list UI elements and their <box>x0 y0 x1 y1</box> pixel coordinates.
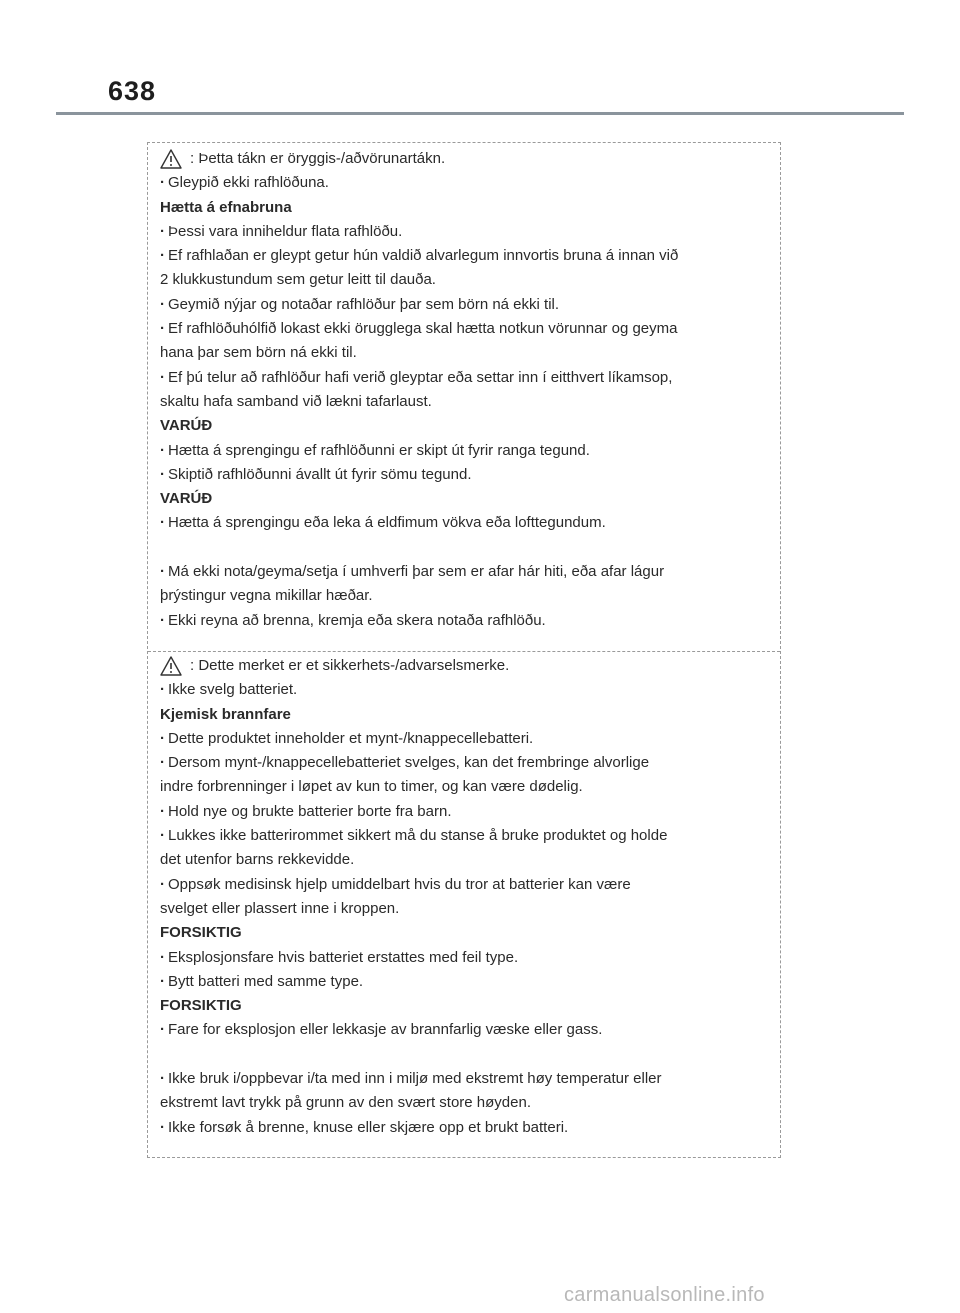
text-line: · Dersom mynt-/knappecellebatteriet svelges, kan det frembringe alvorlige <box>160 751 770 775</box>
text-line: · Ef rafhlaðan er gleypt getur hún valdið alvarlegum innvortis bruna á innan við <box>160 244 770 268</box>
text-line: · Ef rafhlöðuhólfið lokast ekki örugglega skal hætta notkun vörunnar og geyma <box>160 317 770 341</box>
text-line: · Hætta á sprengingu eða leka á eldfimum vökva eða lofttegundum. <box>160 511 770 535</box>
text-line: · Lukkes ikke batterirommet sikkert må du stanse å bruke produktet og holde <box>160 824 770 848</box>
text-line: · Fare for eksplosjon eller lekkasje av brannfarlig væske eller gass. <box>160 1018 770 1042</box>
warning-triangle-icon <box>160 656 182 676</box>
text-line: · Eksplosjonsfare hvis batteriet erstattes med feil type. <box>160 946 770 970</box>
text-line: ekstremt lavt trykk på grunn av den svært store høyden. <box>160 1094 531 1112</box>
battery-warning-box <box>147 142 781 1158</box>
icelandic-symbol-line <box>160 147 770 171</box>
text-line: · Bytt batteri med samme type. <box>160 970 770 994</box>
text-line: hana þar sem börn ná ekki til. <box>160 344 357 362</box>
warning-heading: FORSIKTIG <box>160 997 242 1015</box>
blank-line <box>160 1043 770 1067</box>
text-line: · Gleypið ekki rafhlöðuna. <box>160 171 770 195</box>
text-line: · Hold nye og brukte batterier borte fra barn. <box>160 800 770 824</box>
text-line: · Skiptið rafhlöðunni ávallt út fyrir sömu tegund. <box>160 463 770 487</box>
text-line: · Dette produktet inneholder et mynt-/knappecellebatteri. <box>160 727 770 751</box>
norwegian-lines <box>160 678 770 1140</box>
text-line: · Geymið nýjar og notaðar rafhlöður þar sem börn ná ekki til. <box>160 293 770 317</box>
icelandic-symbol-text: : Þetta tákn er öryggis-/aðvörunartákn. <box>190 150 446 167</box>
warning-heading: VARÚÐ <box>160 490 213 508</box>
text-line: · Ikke forsøk å brenne, knuse eller skjære opp et brukt batteri. <box>160 1116 770 1140</box>
icelandic-section <box>148 147 780 633</box>
text-line: · Þessi vara inniheldur flata rafhlöðu. <box>160 220 770 244</box>
text-line: þrýstingur vegna mikillar hæðar. <box>160 587 373 605</box>
text-line: det utenfor barns rekkevidde. <box>160 851 355 869</box>
text-line: · Hætta á sprengingu ef rafhlöðunni er skipt út fyrir ranga tegund. <box>160 439 770 463</box>
text-line: skaltu hafa samband við lækni tafarlaust. <box>160 392 432 410</box>
text-line: indre forbrenninger i løpet av kun to timer, og kan være dødelig. <box>160 778 583 796</box>
warning-heading: Kjemisk brannfare <box>160 705 291 723</box>
text-line: · Ikke bruk i/oppbevar i/ta med inn i miljø med ekstremt høy temperatur eller <box>160 1067 770 1091</box>
warning-triangle-icon <box>160 149 182 169</box>
icelandic-lines <box>160 171 770 633</box>
text-line: · Má ekki nota/geyma/setja í umhverfi þar sem er afar hár hiti, eða afar lágur <box>160 560 770 584</box>
text-line: · Ef þú telur að rafhlöður hafi verið gleyptar eða settar inn í eitthvert líkamsop, <box>160 366 770 390</box>
watermark: carmanualsonline.info <box>564 1284 765 1306</box>
warning-heading: Hætta á efnabruna <box>160 198 292 216</box>
text-line: svelget eller plassert inne i kroppen. <box>160 899 400 917</box>
text-line: · Ikke svelg batteriet. <box>160 678 770 702</box>
norwegian-section <box>148 651 780 1140</box>
header-rule <box>56 112 904 115</box>
warning-heading: FORSIKTIG <box>160 924 242 942</box>
norwegian-symbol-text: : Dette merket er et sikkerhets-/advarselsmerke. <box>190 657 510 674</box>
text-line: 2 klukkustundum sem getur leitt til dauða. <box>160 271 436 289</box>
page-number: 638 <box>108 76 157 106</box>
norwegian-symbol-line <box>160 654 770 678</box>
text-line: · Oppsøk medisinsk hjelp umiddelbart hvis du tror at batterier kan være <box>160 873 770 897</box>
text-line: · Ekki reyna að brenna, kremja eða skera notaða rafhlöðu. <box>160 609 770 633</box>
warning-heading: VARÚÐ <box>160 417 213 435</box>
blank-line <box>160 536 770 560</box>
